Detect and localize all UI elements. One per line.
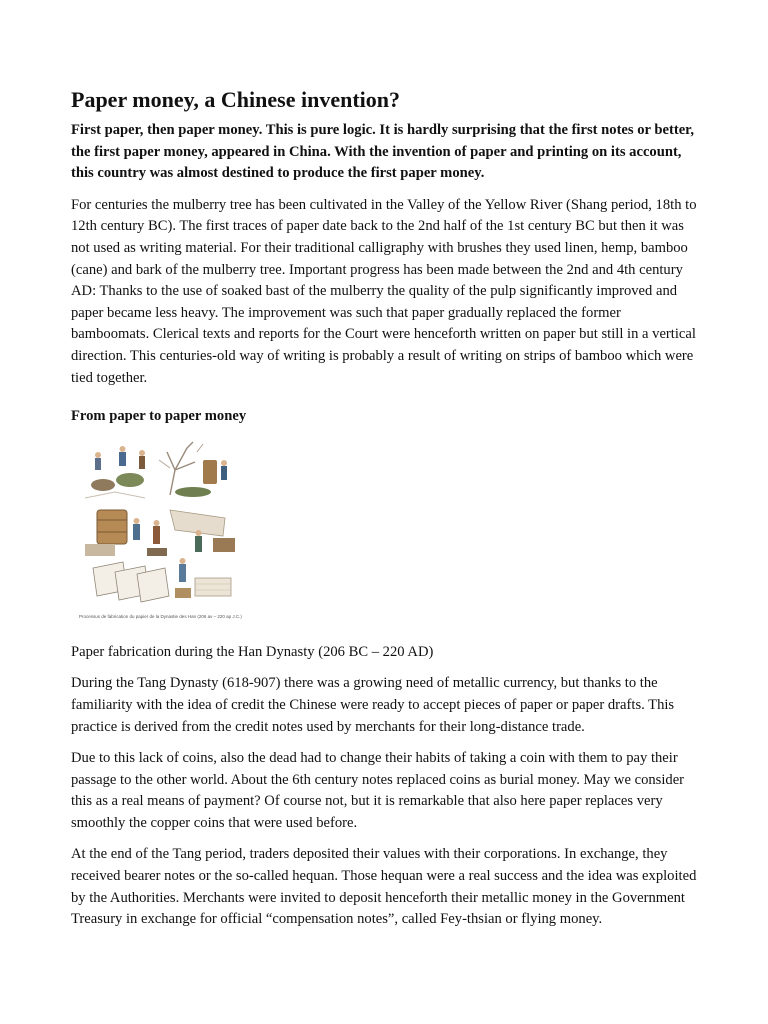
mulberry-tree-scene [85, 442, 227, 498]
illustration-inner-caption: Processus de fabrication du papier de la Dynastie des Han (206 av – 220 ap J.C.) [79, 613, 242, 619]
body-paragraph-1: For centuries the mulberry tree has been cultivated in the Valley of the Yellow River (Shang period, 18th to 12th century BC). The first traces of paper date back to the 2nd half of the 1st century BC but then it was not used as writing material. For their traditional calligraphy with brushes they used linen, hemp, bamboo (cane) and bark of the mulberry tree. Important progress has been made between the 2nd and 4th century AD: Thanks to the use of soaked bast of the mulberry the quality of the pulp significantly improved and paper became less heavy. The improvement was such that paper gradually replaced the former bamboomats. Clerical texts and reports for the Court were henceforth written on paper but still in a vertical direction. This centuries-old way of writing is probably a result of writing on strips of bamboo which were tied together. [71, 196, 697, 386]
pulp-vat-scene [85, 510, 235, 556]
article-title: Paper money, a Chinese invention? [71, 87, 401, 112]
papermaking-scene-drawing [75, 440, 241, 612]
figure-caption: Paper fabrication during the Han Dynasty (206 BC – 220 AD) [71, 643, 434, 660]
paper-drying-scene [93, 558, 231, 602]
body-paragraph-3: Due to this lack of coins, also the dead had to change their habits of taking a coin with them to pay their passage to the other world. About the 6th century notes replaced coins as burial money. May we consider this as a real means of payment? Of course not, but it is remarkable that also here paper replaces very smoothly the copper coins that were used before. [71, 750, 685, 831]
body-paragraph-2: During the Tang Dynasty (618-907) there was a growing need of metallic currency, but thanks to the familiarity with the idea of credit the Chinese were ready to accept pieces of paper or paper drafts. This practice is derived from the credit notes used by merchants for their long-distance trade. [71, 675, 675, 735]
section-subheading: From paper to paper money [71, 408, 247, 425]
lead-paragraph: First paper, then paper money. This is pure logic. It is hardly surprising that the first notes or better, the first paper money, appeared in China. With the invention of paper and printing on its account, this country was almost destined to produce the first paper money. [71, 122, 694, 182]
body-paragraph-4: At the end of the Tang period, traders deposited their values with their corporations. In exchange, they received bearer notes or the so-called hequan. Those hequan were a real success and the idea was exploited by the Authorities. Merchants were invited to deposit henceforth their metallic money in the Government Treasury in exchange for official “compensation notes”, called Fey-thsian or flying money. [71, 846, 697, 928]
article [71, 86, 699, 941]
han-papermaking-illustration [75, 440, 241, 620]
